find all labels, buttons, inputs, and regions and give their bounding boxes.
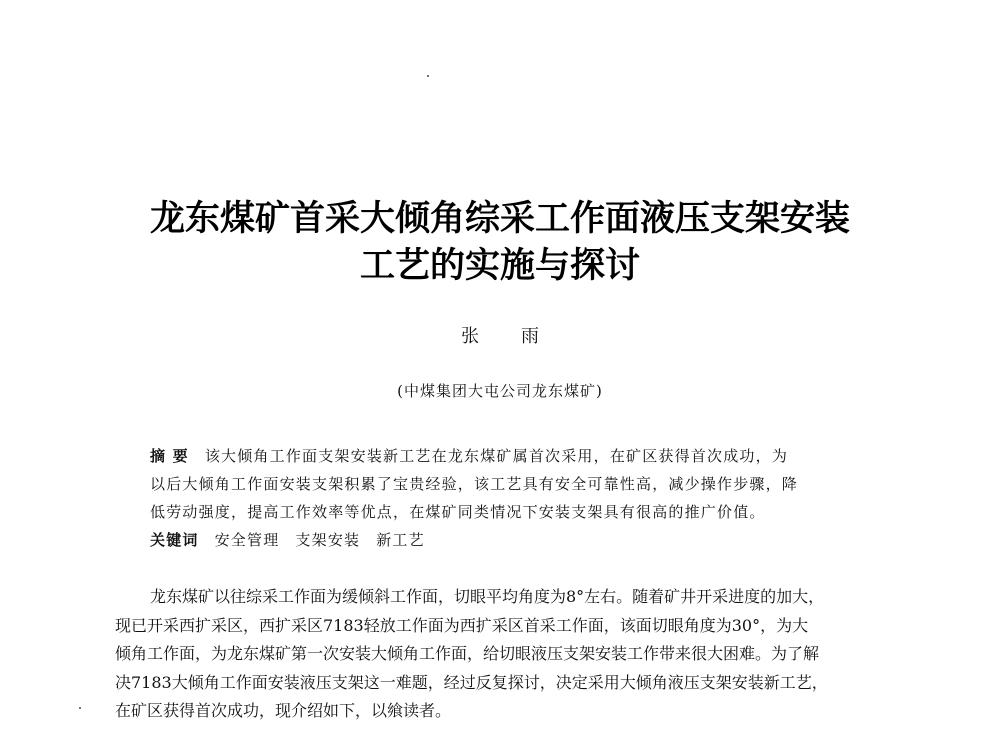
abstract-line (150, 442, 870, 470)
abstract-text: 该大倾角工作面支架安装新工艺在龙东煤矿属首次采用，在矿区获得首次成功，为 (204, 447, 789, 465)
abstract-section (150, 442, 870, 526)
keyword: 安全管理 (214, 531, 280, 549)
keyword: 新工艺 (376, 531, 425, 549)
body-line: 龙东煤矿以往综采工作面为缓倾斜工作面，切眼平均角度为8°左右。随着矿井开采进度的加大， (150, 587, 825, 606)
scan-speck (427, 75, 429, 77)
author-affiliation: (中煤集团大屯公司龙东煤矿) (397, 382, 603, 400)
body-line: 在矿区获得首次成功，现介绍如下，以飨读者。 (115, 701, 452, 720)
abstract-line: 以后大倾角工作面安装支架积累了宝贵经验，该工艺具有安全可靠性高，减少操作步骤，降 (150, 475, 799, 493)
abstract-line: 低劳动强度，提高工作效率等优点，在煤矿同类情况下安装支架具有很高的推广价值。 (150, 503, 766, 521)
paper-title-line-2: 工艺的实施与探讨 (359, 245, 640, 286)
body-line: 现已开采西扩采区，西扩采区7183轻放工作面为西扩采区首采工作面，该面切眼角度为30°，为大 (115, 615, 809, 635)
body-line: 决7183大倾角工作面安装液压支架这一难题，经过反复探讨，决定采用大倾角液压支架安装新工艺， (115, 672, 828, 692)
abstract-label: 摘 要 (150, 447, 189, 465)
keywords-section (150, 526, 441, 554)
keywords-label: 关键词 (150, 531, 199, 549)
scan-speck (79, 707, 81, 709)
paper-title-line-1: 龙东煤矿首采大倾角综采工作面液压支架安装 (149, 198, 850, 239)
author-name: 张雨 (461, 326, 581, 347)
body-paragraph (115, 583, 895, 726)
keyword: 支架安装 (295, 531, 361, 549)
body-line: 倾角工作面，为龙东煤矿第一次安装大倾角工作面，给切眼液压支架安装工作带来很大困难。为了解 (115, 644, 820, 663)
